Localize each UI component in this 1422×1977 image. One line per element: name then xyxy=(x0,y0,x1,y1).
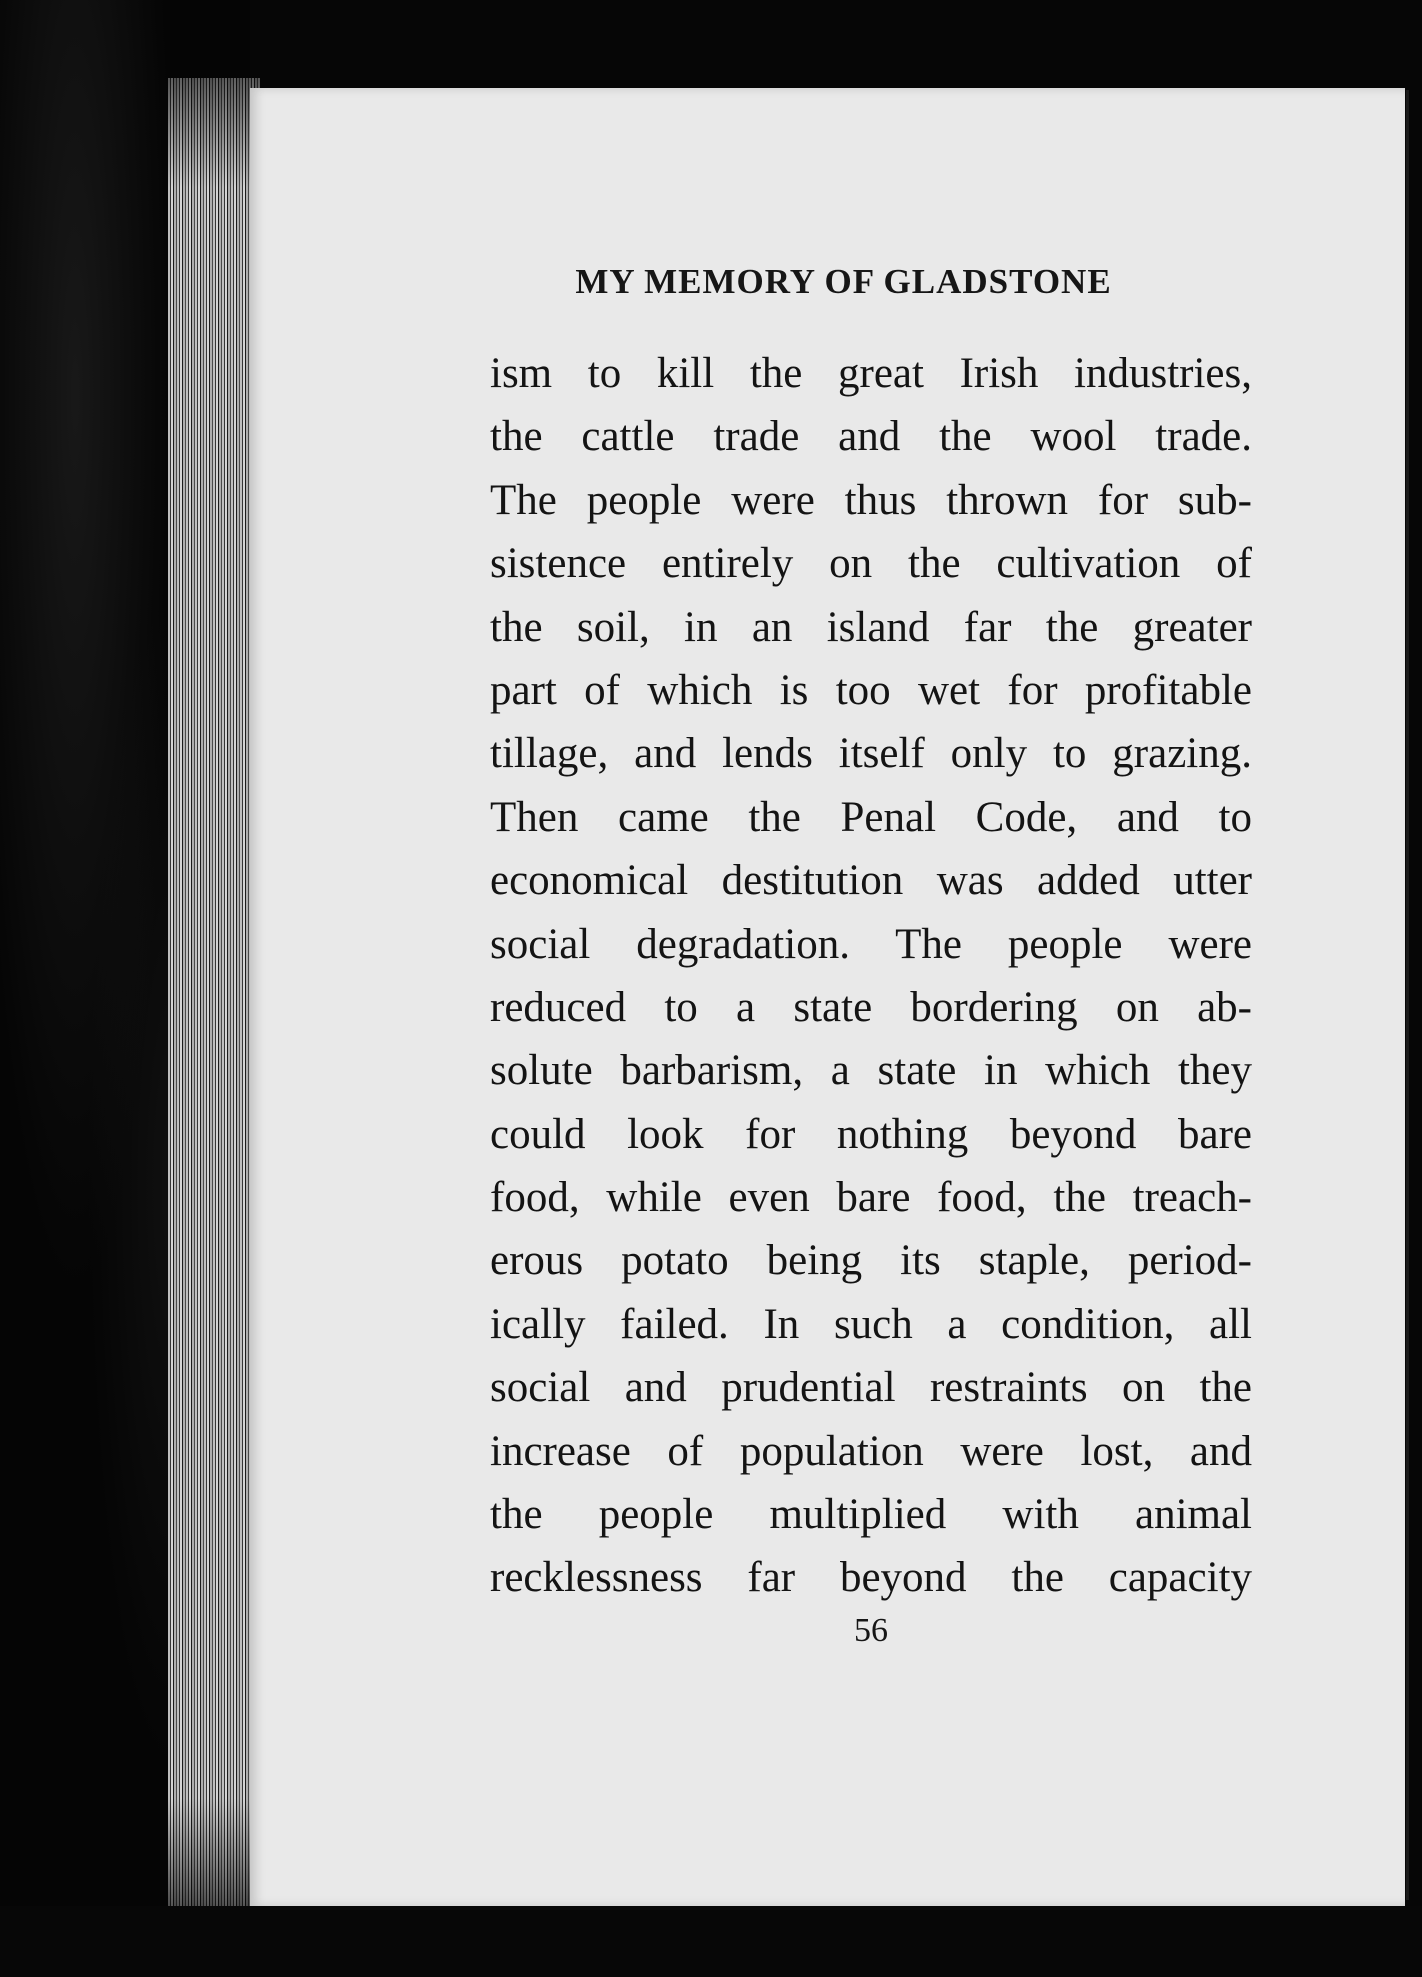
text-line: economical destitution was added utter xyxy=(490,857,1252,905)
text-line: could look for nothing beyond bare xyxy=(490,1110,1252,1158)
text-line: food, while even bare food, the treach- xyxy=(490,1174,1252,1222)
text-line: increase of population were lost, and xyxy=(490,1427,1252,1475)
text-line: sistence entirely on the cultivation of xyxy=(490,540,1252,588)
text-line: The people were thus thrown for sub- xyxy=(490,476,1252,524)
text-line: the cattle trade and the wool trade. xyxy=(490,413,1252,461)
text-line: Then came the Penal Code, and to xyxy=(490,793,1252,841)
dark-bottom-margin xyxy=(0,1906,1422,1977)
text-line: the people multiplied with animal xyxy=(490,1491,1252,1539)
text-line: solute barbarism, a state in which they xyxy=(490,1047,1252,1095)
text-line: part of which is too wet for profitable xyxy=(490,666,1252,714)
text-line: tillage, and lends itself only to grazing. xyxy=(490,730,1252,778)
body-text xyxy=(490,342,1252,1610)
text-line: ically failed. In such a condition, all xyxy=(490,1300,1252,1348)
text-line: the soil, in an island far the greater xyxy=(490,603,1252,651)
page-number: 56 xyxy=(854,1612,888,1649)
running-header: MY MEMORY OF GLADSTONE xyxy=(575,262,1112,301)
text-line: reduced to a state bordering on ab- xyxy=(490,983,1252,1031)
text-line: recklessness far beyond the capacity xyxy=(490,1554,1252,1602)
text-line: erous potato being its staple, period- xyxy=(490,1237,1252,1285)
text-line: social degradation. The people were xyxy=(490,920,1252,968)
text-line: ism to kill the great Irish industries, xyxy=(490,350,1252,397)
text-line: social and prudential restraints on the xyxy=(490,1364,1252,1412)
